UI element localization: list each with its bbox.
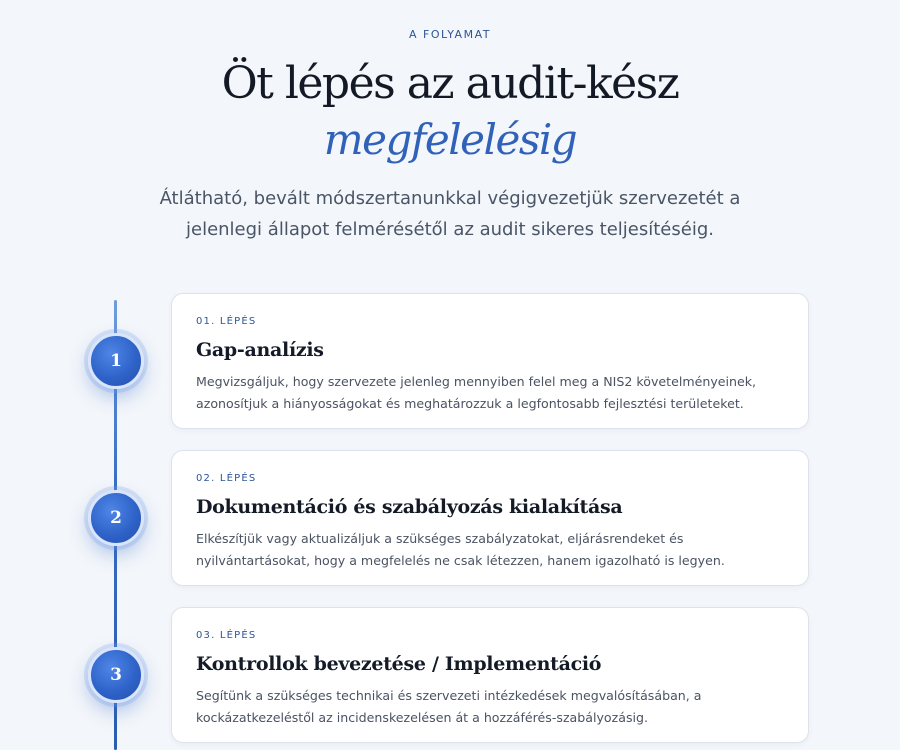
section-subtitle: Átlátható, bevált módszertanunkkal végigvezetjük szervezetét a jelenlegi állapot felmérésétől az audit sikeres teljesítéséig. xyxy=(159,188,741,240)
step-label: 03. LÉPÉS xyxy=(196,630,257,641)
step-title: Dokumentáció és szabályozás kialakítása xyxy=(196,496,623,518)
step-number: 3 xyxy=(110,665,122,685)
step-number: 1 xyxy=(110,351,122,371)
step-description: Elkészítjük vagy aktualizáljuk a szükséges szabályzatokat, eljárásrendeket és nyilvántartásokat, hogy a megfelelés ne csak létezzen, hanem igazolható is legyen. xyxy=(196,531,725,568)
step-card xyxy=(171,607,809,743)
step-number-badge xyxy=(88,333,144,389)
step-description: Segítünk a szükséges technikai és szervezeti intézkedések megvalósításában, a kockázatkezeléstől az incidenskezelésen át a hozzáférés-szabályozásig. xyxy=(196,688,702,725)
step-label: 01. LÉPÉS xyxy=(196,316,257,327)
page-title xyxy=(0,56,900,168)
step-description: Megvizsgáljuk, hogy szervezete jelenleg mennyiben felel meg a NIS2 követelményeinek, azonosítjuk a hiányosságokat és meghatározzuk a legfontosabb fejlesztési területeket. xyxy=(196,374,757,411)
step-title: Kontrollok bevezetése / Implementáció xyxy=(196,653,602,675)
page-title-line1: Öt lépés az audit-kész xyxy=(221,58,679,109)
page-title-highlight: megfelelésig xyxy=(323,115,577,164)
step-number-badge xyxy=(88,647,144,703)
step-card xyxy=(171,293,809,429)
section-eyebrow: A FOLYAMAT xyxy=(409,28,491,41)
step-number-badge xyxy=(88,490,144,546)
step-label: 02. LÉPÉS xyxy=(196,473,257,484)
step-title: Gap-analízis xyxy=(196,339,324,361)
step-card xyxy=(171,450,809,586)
step-number: 2 xyxy=(110,508,122,528)
